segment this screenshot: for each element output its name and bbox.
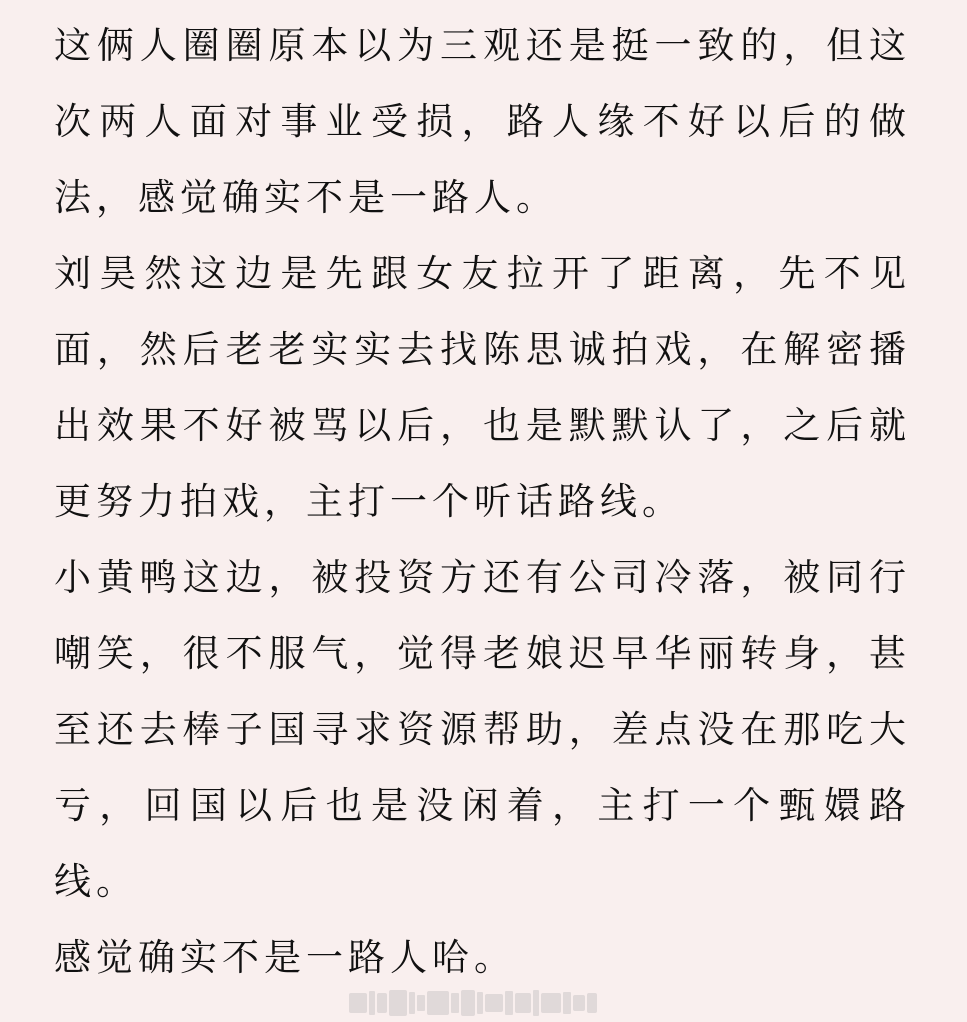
paragraph-4: 感觉确实不是一路人哈。	[54, 936, 516, 979]
paragraph-2: 刘昊然这边是先跟女友拉开了距离，先不见面，然后老老实实去找陈思诚拍戏，在解密播出效果不好被骂以后，也是默默认了，之后就更努力拍戏，主打一个听话路线。	[54, 252, 911, 523]
watermark-barcode	[349, 987, 599, 1019]
watermark-barcode-bars	[349, 990, 597, 1016]
paragraph-3: 小黄鸭这边，被投资方还有公司冷落，被同行嘲笑，很不服气，觉得老娘迟早华丽转身，甚至还去棒子国寻求资源帮助，差点没在那吃大亏，回国以后也是没闲着，主打一个甄嬛路线。	[54, 556, 911, 903]
paragraph-1: 这俩人圈圈原本以为三观还是挺一致的，但这次两人面对事业受损，路人缘不好以后的做法，感觉确实不是一路人。	[54, 24, 911, 219]
